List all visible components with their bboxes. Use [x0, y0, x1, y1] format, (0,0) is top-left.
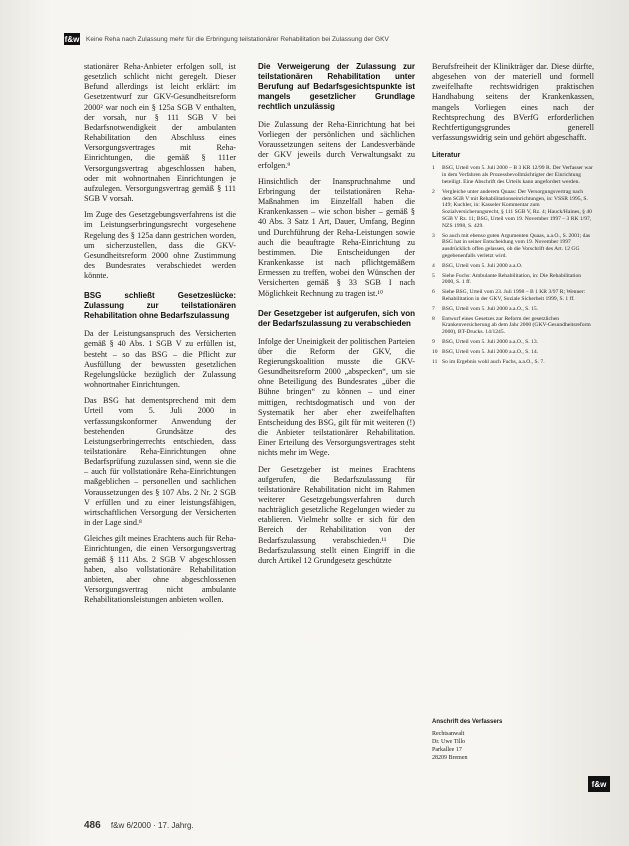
paragraph: Hinsichtlich der Inanspruchnahme und Erbringung der teilstationären Reha-Maßnahmen im Einzelfall haben die Krankenkassen – wie schon bisher – gemäß § 40 Abs. 3 Satz 1 Art, Dauer, Umfang, Beginn und Durchführung der Reha-Leistungen sowie auch die beauftragte Reha-Einrichtung zu bestimmen. Die Entscheidungen der Krankenkasse ist nach pflichtgemäßem Ermessen zu treffen, wobei den Wünschen der Versicherten gemäß § 33 SGB I nach Möglichkeit Rechnung zu tragen ist.¹⁰ — [258, 176, 415, 298]
paragraph: Da der Leistungsanspruch des Versicherten gemäß § 40 Abs. 1 SGB V zu erfüllen ist, besteht – so das BSG – die Pflicht zur Ausfüllung der bewussten gesetzlichen Regelungslücke bezüglich der Zulassung wohnortnaher Einrichtungen. — [84, 329, 236, 390]
section-heading: Die Verweigerung der Zulassung zur teilstationären Rehabilitation unter Berufung auf Bedarfsgesichtspunkte ist mangels gesetzlicher Grundlage rechtlich unzulässig — [258, 62, 415, 111]
paragraph: Berufsfreiheit der Klinikträger dar. Diese dürfte, abgesehen von der materiell und formell zweifelhafte rechtswidrigen praktischen Handhabung seitens der Krankenkassen, mangels Vorliegen eines nach der Rechtsprechung des BVerfG erforderlichen Rechtfertigungsgrundes generell verfassungswidrig sein und gehört abgeschafft. — [432, 62, 594, 143]
reference-item — [432, 316, 594, 336]
corner-logo: f&w — [588, 776, 610, 792]
reference-number: 11 — [432, 358, 438, 365]
text-column-3 — [432, 62, 594, 368]
reference-number: 5 — [432, 272, 435, 279]
reference-item — [432, 339, 594, 346]
reference-text: BSG, Urteil vom 5. Juli 2000 a.a.O., S. 15. — [442, 305, 539, 312]
issue-info: f&w 6/2000 · 17. Jahrg. — [110, 821, 194, 830]
paragraph: stationärer Reha-Anbieter erfolgen soll, ist gesetzlich schlicht nicht geregelt. Dieser Befund allerdings ist leicht erklärt: im Gesetzentwurf zur GKV-Gesundheitsreform 2000² war noch ein § 125a SGB V enthalten, der vorsah, nur § 111 SGB V bei Bedarfsnotwendigkeit der ambulanten Rehabilitation den Abschluss eines Versorgungsvertrages mit Reha-Einrichtungen, die gemäß § 111er Versorgungsvertrag abgeschlossen haben, oder mit wohnortnahen Einrichtungen je aufzulegen. Versorgungsvertrag gemäß § 111 SGB V vorsah. — [84, 62, 236, 204]
reference-item — [432, 263, 594, 270]
paragraph: Gleiches gilt meines Erachtens auch für Reha-Einrichtungen, die einen Versorgungsvertrag gemäß § 111 Abs. 2 SGB V abgeschlossen haben, also vollstationäre Rehabilitation anbieten, aber ohne abgeschlossenen Versorgungsvertrag nicht ambulante Rehabilitationsleistungen anbieten wollen. — [84, 534, 236, 605]
paragraph: Die Zulassung der Reha-Einrichtung hat bei Vorliegen der persönlichen und sächlichen Voraussetzungen seitens der Landesverbände der GKV jeweils durch Verwaltungsakt zu erfolgen.⁹ — [258, 120, 415, 170]
reference-text: BSG, Urteil vom 5. Juli 2000 – B 3 KR 12/99 R. Der Verfasser war in dem Verfahren als Prozessbevollmächtigter der Einrichtung beteiligt. Eine Abschrift des Urteils kann angefordert werden. — [442, 165, 593, 185]
journal-logo: f&w — [64, 34, 80, 44]
paragraph: Infolge der Uneinigkeit der politischen Parteien über die Reform der GKV, die Regierungskoalition musste die GKV-Gesundheitsreform 2000 „abspecken“, um sie ohne Beteiligung des Bundesrates „über die Bühne bringen“ zu können – und einer mittigen, rechtsdogmatisch und von der Systematik her aber eher zweifelhaften Entscheidung des BSG, gilt für mit weiteren (!) die Anbieter teilstationärer Rehabilitation. Einer Erteilung des Versorgungsvertrages steht nichts mehr im Wege. — [258, 336, 415, 458]
page-number: 486 — [84, 820, 101, 831]
references-list — [432, 165, 594, 365]
reference-text: Siehe Fuchs: Ambulante Rehabilitation, in: Die Rehabilitation 2000, S. 1 ff. — [442, 272, 582, 286]
reference-number: 9 — [432, 338, 435, 345]
section-heading: Der Gesetzgeber ist aufgerufen, sich von der Bedarfszulassung zu verabschieden — [258, 308, 415, 328]
running-title: Keine Reha nach Zulassung mehr für die Erbringung teilstationärer Rehabilitation bei Zulassung der GKV — [86, 35, 389, 43]
reference-item — [432, 273, 594, 287]
author-address-title: Anschrift des Verfassers — [432, 719, 503, 725]
reference-number: 6 — [432, 289, 435, 296]
reference-text: BSG, Urteil vom 5. Juli 2000 a.a.O., S. 13. — [442, 338, 539, 345]
author-line: Dr. Uwe Tillo — [432, 739, 466, 745]
reference-text: BSG, Urteil vom 5. Juli 2000 a.a.O. — [442, 262, 523, 269]
reference-text: So auch mit ebenso guten Argumenten Quaas, a.a.O., S. 2001; das BSG hat in seiner Entscheidung vom 19. November 1997 ausdrücklich offen gelassen, ob die Vorschrift des Art. 12 GG gegebenenfalls verletzt wird. — [442, 232, 591, 259]
reference-item — [432, 359, 594, 366]
reference-number: 2 — [432, 188, 435, 195]
references-heading: Literatur — [432, 152, 461, 160]
reference-text: Siehe BSG, Urteil vom 23. Juli 1998 – B 1 KR 3/97 R; Wenner: Rehabilitation in der GKV, Soziale Sicherheit 1999, S. 1 ff. — [442, 289, 586, 302]
author-address — [432, 718, 592, 762]
author-line: Parkallee 17 — [432, 747, 462, 753]
page-footer — [84, 820, 284, 831]
reference-number: 3 — [432, 232, 435, 239]
reference-number: 10 — [432, 348, 438, 355]
reference-item — [432, 289, 594, 303]
section-heading: BSG schließt Gesetzeslücke: Zulassung zur teilstationären Rehabilitation ohne Bedarfszulassung — [84, 291, 236, 321]
reference-number: 4 — [432, 262, 435, 269]
running-header — [64, 32, 624, 46]
reference-item — [432, 349, 594, 356]
text-column-2 — [258, 62, 415, 572]
text-column-1 — [84, 62, 236, 611]
reference-number: 7 — [432, 305, 435, 312]
reference-item — [432, 306, 594, 313]
reference-number: 1 — [432, 165, 435, 172]
reference-text: BSG, Urteil vom 5. Juli 2000 a.a.O., S. 14. — [442, 348, 539, 355]
author-line: 28209 Bremen — [432, 755, 468, 761]
reference-item — [432, 189, 594, 230]
reference-item — [432, 233, 594, 260]
reference-text: Vergleiche unter anderem Quaas: Der Versorgungsvertrag nach dem SGB V mit Rehabilitationseinrichtungen, in: VSSR 1995, S. 149; Kuchler, in: Kasseler Kommentar zum Sozialversicherungsrecht, § 111 SGB V, Rz. 4; Hauck/Haines, § 40 SGB V Rz. 11; BSG, Urteil vom 19. November 1997 – 3 RK 1/97, NZS 1998, S. 429. — [442, 188, 592, 229]
paragraph: Im Zuge des Gesetzgebungsverfahrens ist die im Leistungserbringungsrecht vorgesehene Regelung des § 125a dann gestrichen worden, um sicherzustellen, dass die GKV-Gesundheitsreform 2000 ohne Zustimmung des Bundesrates verabschiedet werden könnte. — [84, 210, 236, 281]
paragraph: Der Gesetzgeber ist meines Erachtens aufgerufen, die Bedarfszulassung für teilstationäre Rehabilitation nicht im Rahmen weiterer Gesetzgebungsverfahren durch nachträglich gesetzliche Regelungen wieder zu etablieren. Vielmehr sollte er sich für den Bereich der Rehabilitation von der Bedarfszulassung verabschieden.¹¹ Die Bedarfszulassung stellt einen Eingriff in die durch Artikel 12 Grundgesetz geschützte — [258, 464, 415, 565]
paragraph: Das BSG hat dementsprechend mit dem Urteil vom 5. Juli 2000 in verfassungskonformer Anwendung der bestehenden Grundsätze des Leistungserbringerrechts entschieden, dass teilstationäre Reha-Einrichtungen ohne Bedarfsprüfung zuzulassen sind, wenn sie die – auch für vollstationäre Reha-Einrichtungen maßgeblichen – personellen und sachlichen Voraussetzungen des § 107 Abs. 2 Nr. 2 SGB V erfüllen und zu einer leistungsfähigen, wirtschaftlichen Versorgung der Versicherten in der Lage sind.⁸ — [84, 396, 236, 528]
reference-item — [432, 165, 594, 185]
author-line: Rechtsanwalt — [432, 731, 465, 737]
reference-text: So im Ergebnis wohl auch Fuchs, a.a.O., S. 7. — [442, 358, 545, 365]
reference-text: Entwurf eines Gesetzes zur Reform der gesetzlichen Krankenversicherung ab dem Jahr 2000 (GKV-Gesundheitsreform 2000), BT-Drucks. 14/1245. — [442, 315, 591, 336]
reference-number: 8 — [432, 315, 435, 322]
